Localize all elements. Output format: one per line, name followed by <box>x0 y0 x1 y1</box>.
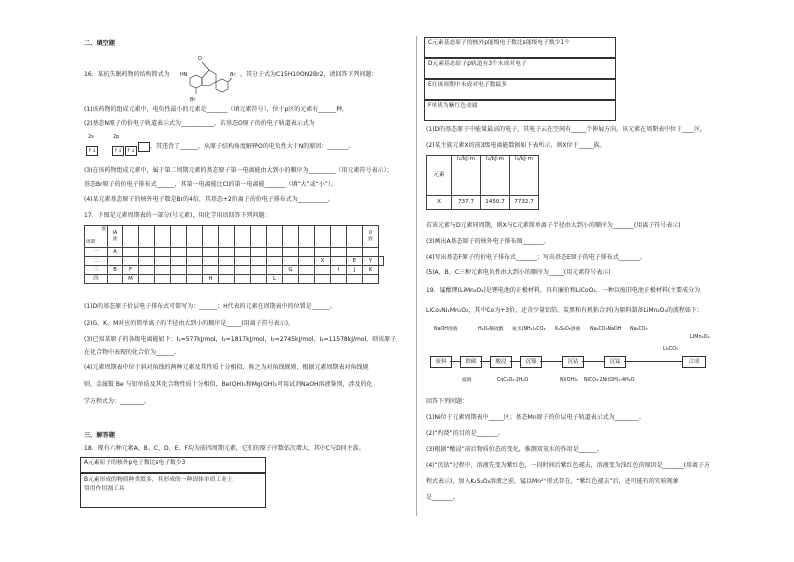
cell-a: A <box>108 248 123 257</box>
q18-box-f: F单质为紫红色金属 <box>424 100 616 121</box>
period-row-1: 一 <box>85 248 108 257</box>
column-divider <box>416 36 417 516</box>
orbital-diagram <box>86 142 151 156</box>
section-answer-title: 三、解答题 <box>84 432 115 439</box>
q17-part2: (2)G、K、M对应的简单离子的半径由大到小的顺序是_____(用离子符号表示)。 <box>84 320 294 327</box>
table-header-ia: IA 族 <box>108 226 123 248</box>
flow-sub-coc2o4: CoC₂O₄·2H₂O <box>497 378 529 383</box>
q18-part2b: 若该元素与D元素同周期，则X与C元素简单离子半径由大到小的顺序为_______(用离子符号表示) <box>426 222 681 229</box>
ion-cell-element: X <box>427 196 452 210</box>
q19-part4c: 是_______。 <box>426 494 460 501</box>
flow-reagent-6: Li₂CO₃ <box>663 347 678 352</box>
atom-o: O <box>198 56 202 62</box>
flow-sub-nioh2: Ni(OH)₂ <box>560 378 578 383</box>
q16-part2: (2)基态N原子的价电子轨道表示式为___________，若基态O原子的价电子轨道表示式为 <box>84 120 315 127</box>
q17-part3b: 在化合物中表现的化合价为______。 <box>84 349 181 356</box>
orbital-label-2s: 2s <box>88 134 94 140</box>
q19-questions-intro: 回答下列问题： <box>426 398 469 405</box>
atom-br-left: Br <box>190 97 196 103</box>
q18-box-b <box>80 473 266 508</box>
atom-hn: HN <box>180 72 188 78</box>
diazepine-ring <box>202 70 216 86</box>
ionization-energy-table <box>426 155 539 210</box>
q18-part3: (3)画出A基态原子的核外电子排布图_______。 <box>426 238 550 245</box>
period-row-4: 四 <box>85 275 108 284</box>
ion-cell-i2: 1450.7 <box>481 196 510 210</box>
q16-part3: (3)在该药物组成元素中，属于第二周期元素的基态原子第一电离能由大到小的顺序为_________（用元素符号表示）； <box>84 167 393 174</box>
flow-sub-filtrate: 滤液 <box>462 378 472 383</box>
q16-intro <box>84 71 170 79</box>
flow-sub-nico3: NiCO₃·2Ni(OH)₂·4H₂O <box>584 378 635 383</box>
flow-reagent-5: Na₂CO₃ <box>630 327 648 332</box>
q18-box-e: E在该周期中未成对电子数最多 <box>424 79 616 100</box>
flow-reagent-1: H₂O₂稀硫酸 <box>478 327 504 332</box>
q19-part1: (1)Ni位于元素周期表中_____区；基态Mn原子的价层电子轨道表示式为________。 <box>426 414 645 421</box>
q19-line1: 19．锰酸锂(LiMn₂O₄)是锂电池的正极材料，具有廉价和LiCoO₂，一种以废旧电池正极材料(主要成分为 <box>426 287 701 294</box>
q18-part1: (1)D的基态原子中能量最高的电子，其电子云在空间有_____个伸展方向，该元素在周期表中位于____区。 <box>426 126 707 133</box>
q18-box-b-line1: B元素形成的物质种类繁多，其形成的一种固体单质工业上 <box>84 477 233 483</box>
q17-title: 17．下图是元素周期表的一部分(号元素)，用化学用语回答下列问题： <box>84 212 271 219</box>
q16-part1: (1)该药物的组成元素中，电负性最小的元素是_______（填元素符号），位于p区的元素有______种。 <box>84 106 349 113</box>
q16-post-text: ，其分子式为C15H10ON2Br2，请回答下列问题： <box>240 71 378 78</box>
ion-header-i2: I₂/kJ·m <box>481 156 510 196</box>
benzene-ring-left <box>190 75 202 88</box>
benzene-ring-right <box>216 79 228 92</box>
flow-step-waste: 废料 <box>430 356 452 368</box>
cell-y: Y <box>363 257 379 266</box>
q16-part2b: ，其违背了______，从原子结构角度解释O的电负性大于N的原因：_______。 <box>150 143 355 150</box>
table-header-zero: 0 族 <box>363 226 379 248</box>
cell-g: G <box>283 266 299 275</box>
q16-pre-text: 某抗失眠药物的结构简式为 <box>97 71 170 78</box>
q16-number: 16． <box>84 71 98 78</box>
molecule-structure <box>176 48 238 104</box>
q19-line2: LiCo₁Ni₁Mn₁O₂，其中Co为+3价，还含少量铝箔、炭黑和有机粘合剂)为原料制备LiMn₂O₄的流程如下： <box>426 307 703 314</box>
flow-reagent-4: Na₂CO₃NaOH <box>590 327 622 332</box>
q19-part2: (2)“灼烧”的目的是_______。 <box>426 430 504 437</box>
q18-box-c: C元素基态原子的核外p能级电子数比s能级电子数少1个 <box>424 37 616 58</box>
flow-step-mn-precip: 沉锰 <box>604 356 626 368</box>
cell-b: B <box>108 266 123 275</box>
flow-step-decarbon: 除碳 <box>460 356 482 368</box>
orbital-box-2s: ↑↓ <box>87 148 97 154</box>
periodic-table-fragment <box>84 225 384 284</box>
flow-step-acid-leach: 酸浸 <box>490 356 512 368</box>
table-corner-cell: 族 周期 <box>85 226 108 248</box>
ion-cell-i1: 737.7 <box>452 196 481 210</box>
orbital-box-2p-3 <box>138 142 150 152</box>
orbital-label-2p: 2p <box>113 134 120 140</box>
flow-reagent-0: NaOH溶液 <box>434 327 458 332</box>
cell-h: H <box>203 275 219 284</box>
orbital-box-2p-1: ↑↓ <box>113 148 123 154</box>
flow-step-ni-precip: 沉镍 <box>520 356 542 368</box>
q18-box-b-line2: 常用作切割工具 <box>84 486 125 493</box>
period-row-3: 三 <box>85 266 108 275</box>
flow-product: LiMn₂O₄ <box>690 334 710 340</box>
q17-part3: (3)已知某原子的各级电离能如下：I₁=577kJ/mol，I₂=1817kJ/mol，I₃=2745kJ/mol，I₄=11578kJ/mol，则该原子 <box>84 336 397 343</box>
cell-k: K <box>363 266 379 275</box>
ion-header-i3: I₃/kJ·m <box>510 156 539 196</box>
cell-e: E <box>347 257 363 266</box>
atom-br-right: Br <box>230 72 236 78</box>
cell-m: M <box>123 275 139 284</box>
q17-part4: (4)元素周期表中位于斜对角线的两种元素及其性质十分相似，称之为对角线规则，根据元素周期表对角线规 <box>84 364 369 371</box>
ion-header-i1: I₁/kJ·m <box>452 156 481 196</box>
cell-x: X <box>315 257 331 266</box>
ion-cell-i3: 7732.7 <box>510 196 539 210</box>
q18-intro: 18．现有六种元素A、B、C、D、E、F均为前四周期元素，它们的原子序数依次增大，其中C与D同主族。 <box>84 445 365 452</box>
period-row-2: 二 <box>85 257 108 266</box>
q16-part3b: 基态Br原子的价电子排布式______，其第一电离能比Cl的第一电离能_______（填“大”或“小”）。 <box>84 181 337 188</box>
q18-box-a: A元素原子的核外p电子数比s电子数少3 <box>80 457 266 473</box>
q18-part4: (4)写出基态F原子的价电子排布式_______；写出基态E原子的电子排布式_______。 <box>426 254 646 261</box>
cell-j: J <box>347 266 363 275</box>
q18-part5: (5)A、B、C三种元素电负性由大到小的顺序为_____(用元素符号表示) <box>426 269 611 276</box>
cell-l: L <box>267 275 283 284</box>
flow-step-synthesis: 合成 <box>682 356 706 368</box>
q16-part4: (4)某元素基态原子的核外电子数是Br的4倍，其基态+2价离子的价电子排布式为__________。 <box>84 196 334 203</box>
q17-part1: (1)D的基态原子价层电子排布式可简写为：______；H代表的元素在周期表中的位置是______。 <box>84 303 336 310</box>
q19-part4: (4)“沉钴”过程中，溶液先变为紫红色，一段时间后紫红色褪去，溶液变为浅红色的原因是_______(用离子方 <box>426 462 711 469</box>
q17-part4c: 学方程式为：________。 <box>84 398 151 405</box>
cell-f: F <box>123 266 139 275</box>
cell-i: I <box>331 266 347 275</box>
q18-part2: (2)某主族元素X的前3级电离能数据如下表所示，则X位于_____族。 <box>426 142 606 149</box>
q18-box-d: D元素基态原子p轨道有3个未成对电子 <box>424 58 616 79</box>
flow-step-co-precip: 沉钴 <box>562 356 584 368</box>
q19-part3: (3)根据“酸浸”前后物质价态的变化，推测双氧水的作用是______。 <box>426 446 603 453</box>
orbital-box-2p-2: ↑↓ <box>126 148 136 154</box>
flow-reagent-3: K₂S₂O₈溶液 <box>555 327 581 332</box>
q19-part4b: 程式表示)，加入K₂S₂O₈溶液之前，锰以Mn²⁺形式存在，“紫红色褪去”后，还可能有的实验现象 <box>426 478 679 485</box>
section-fill-in-title: 二、填空题 <box>84 40 115 47</box>
ion-header-element: 元素 <box>427 156 452 196</box>
flow-reagent-2: 氨水(NH₄)₂CO₃ <box>512 327 546 332</box>
q17-part4b: 则，金属铍 Be 与铝单质及其化合物性质十分相似，Be(OH)₂和Mg(OH)₂可用试剂NaOH溶液鉴别，涉及的化 <box>84 381 373 388</box>
